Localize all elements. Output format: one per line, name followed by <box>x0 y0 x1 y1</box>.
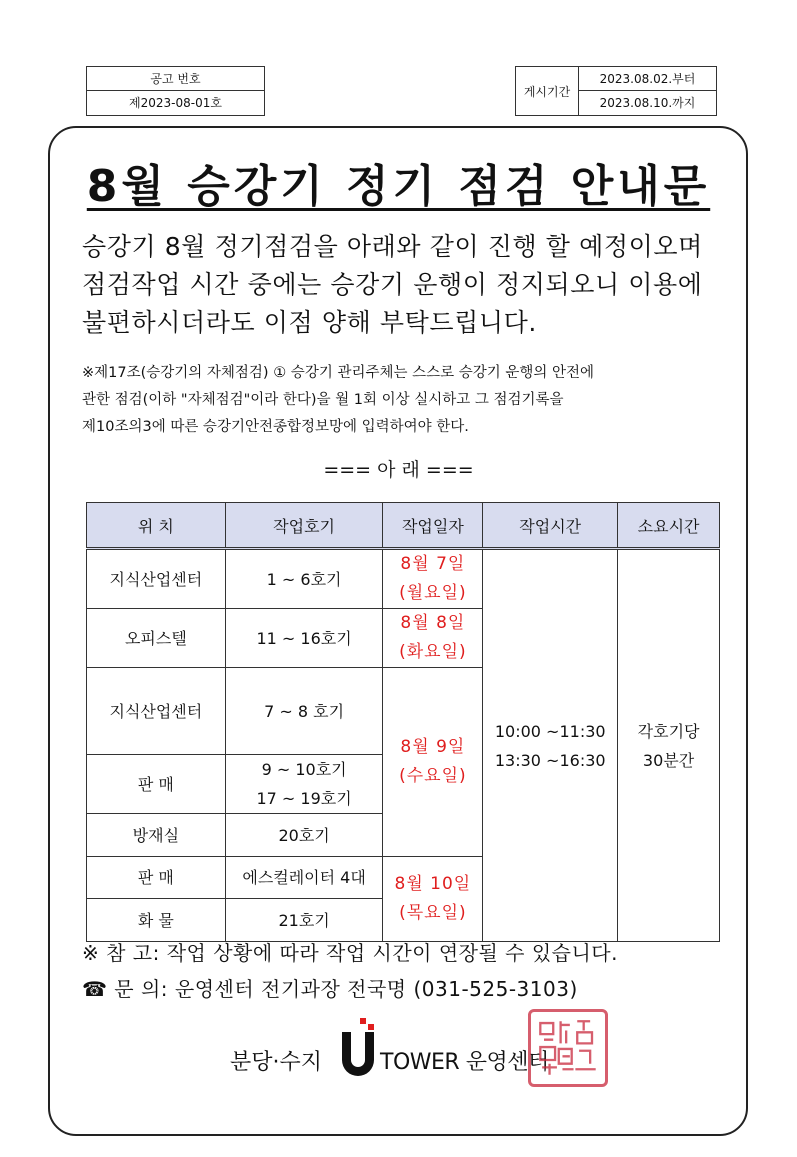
duration-line-2: 30분간 <box>642 750 695 770</box>
date-text: 8월 10일 <box>394 874 472 894</box>
page-title: 8월 승강기 정기 점검 안내문 <box>86 161 711 212</box>
duration-cell <box>618 549 720 942</box>
location-cell: 지식산업센터 <box>87 668 226 755</box>
seal-stamp <box>528 1009 608 1087</box>
telephone-icon: ☎ <box>82 977 108 1001</box>
footer <box>230 1015 650 1085</box>
units-cell: 20호기 <box>225 814 383 857</box>
section-heading: === 아 래 === <box>323 459 474 481</box>
table-header-row <box>87 503 720 549</box>
intro-line: 불편하시더라도 이점 양해 부탁드립니다. <box>82 308 537 337</box>
date-text: 8월 9일 <box>400 737 466 757</box>
posting-period-start: 2023.08.02.부터 <box>599 72 696 86</box>
table-row <box>87 549 720 609</box>
posting-period-label: 게시기간 <box>516 67 579 115</box>
units-line: 9 ~ 10호기 <box>261 760 347 779</box>
work-time-morning: 10:00 ~11:30 <box>494 721 606 741</box>
intro-paragraph <box>82 228 722 342</box>
footer-org-left: 분당·수지 <box>230 1050 323 1075</box>
units-line: 17 ~ 19호기 <box>256 789 352 808</box>
weekday-text: (수요일) <box>399 766 467 786</box>
intro-line: 점검작업 시간 중에는 승강기 운행이 정지되오니 이용에 <box>82 270 703 299</box>
notice-number-value: 제2023-08-01호 <box>87 90 264 114</box>
header-location: 위 치 <box>87 503 226 549</box>
regulation-line: 관한 점검(이하 "자체점검"이라 한다)을 월 1회 이상 실시하고 그 점검기록을 <box>82 392 564 408</box>
location-cell: 판 매 <box>87 857 226 899</box>
posting-period-box <box>515 66 717 116</box>
units-cell: 7 ~ 8 호기 <box>225 668 383 755</box>
units-cell: 에스컬레이터 4대 <box>225 857 383 899</box>
date-cell <box>383 668 483 857</box>
units-cell: 11 ~ 16호기 <box>225 609 383 668</box>
work-time-afternoon: 13:30 ~16:30 <box>494 750 606 770</box>
utower-logo <box>338 1018 378 1078</box>
location-cell: 방재실 <box>87 814 226 857</box>
date-cell <box>383 857 483 942</box>
schedule-table <box>86 502 720 942</box>
header-time: 작업시간 <box>483 503 618 549</box>
units-cell: 1 ~ 6호기 <box>225 549 383 609</box>
header-duration: 소요시간 <box>618 503 720 549</box>
date-cell <box>383 549 483 609</box>
contact-text: 문 의: 운영센터 전기과장 전국명 (031-525-3103) <box>114 977 578 1001</box>
note-line: ※ 참 고: 작업 상황에 따라 작업 시간이 연장될 수 있습니다. <box>82 941 618 965</box>
header-units: 작업호기 <box>225 503 383 549</box>
weekday-text: (목요일) <box>399 903 467 923</box>
location-cell: 화 물 <box>87 899 226 942</box>
units-cell: 21호기 <box>225 899 383 942</box>
weekday-text: (월요일) <box>399 583 467 603</box>
date-cell <box>383 609 483 668</box>
work-time-cell <box>483 549 618 942</box>
regulation-line: ※제17조(승강기의 자체점검) ① 승강기 관리주체는 스스로 승강기 운행의 안전에 <box>82 365 594 381</box>
date-text: 8월 8일 <box>400 613 466 633</box>
regulation-paragraph <box>82 360 722 441</box>
footer-org-right: TOWER 운영센터 <box>380 1050 549 1075</box>
intro-line: 승강기 8월 정기점검을 아래와 같이 진행 할 예정이오며 <box>82 232 703 261</box>
contact-line <box>82 973 578 1002</box>
date-text: 8월 7일 <box>400 554 466 574</box>
weekday-text: (화요일) <box>399 642 467 662</box>
posting-period-end: 2023.08.10.까지 <box>579 90 716 114</box>
notice-number-box <box>86 66 265 116</box>
location-cell: 판 매 <box>87 755 226 814</box>
notice-number-label: 공고 번호 <box>150 72 201 86</box>
duration-line-1: 각호기당 <box>637 721 700 741</box>
units-cell <box>225 755 383 814</box>
location-cell: 오피스텔 <box>87 609 226 668</box>
location-cell: 지식산업센터 <box>87 549 226 609</box>
regulation-line: 제10조의3에 따른 승강기안전종합정보망에 입력하여야 한다. <box>82 419 469 435</box>
header-date: 작업일자 <box>383 503 483 549</box>
